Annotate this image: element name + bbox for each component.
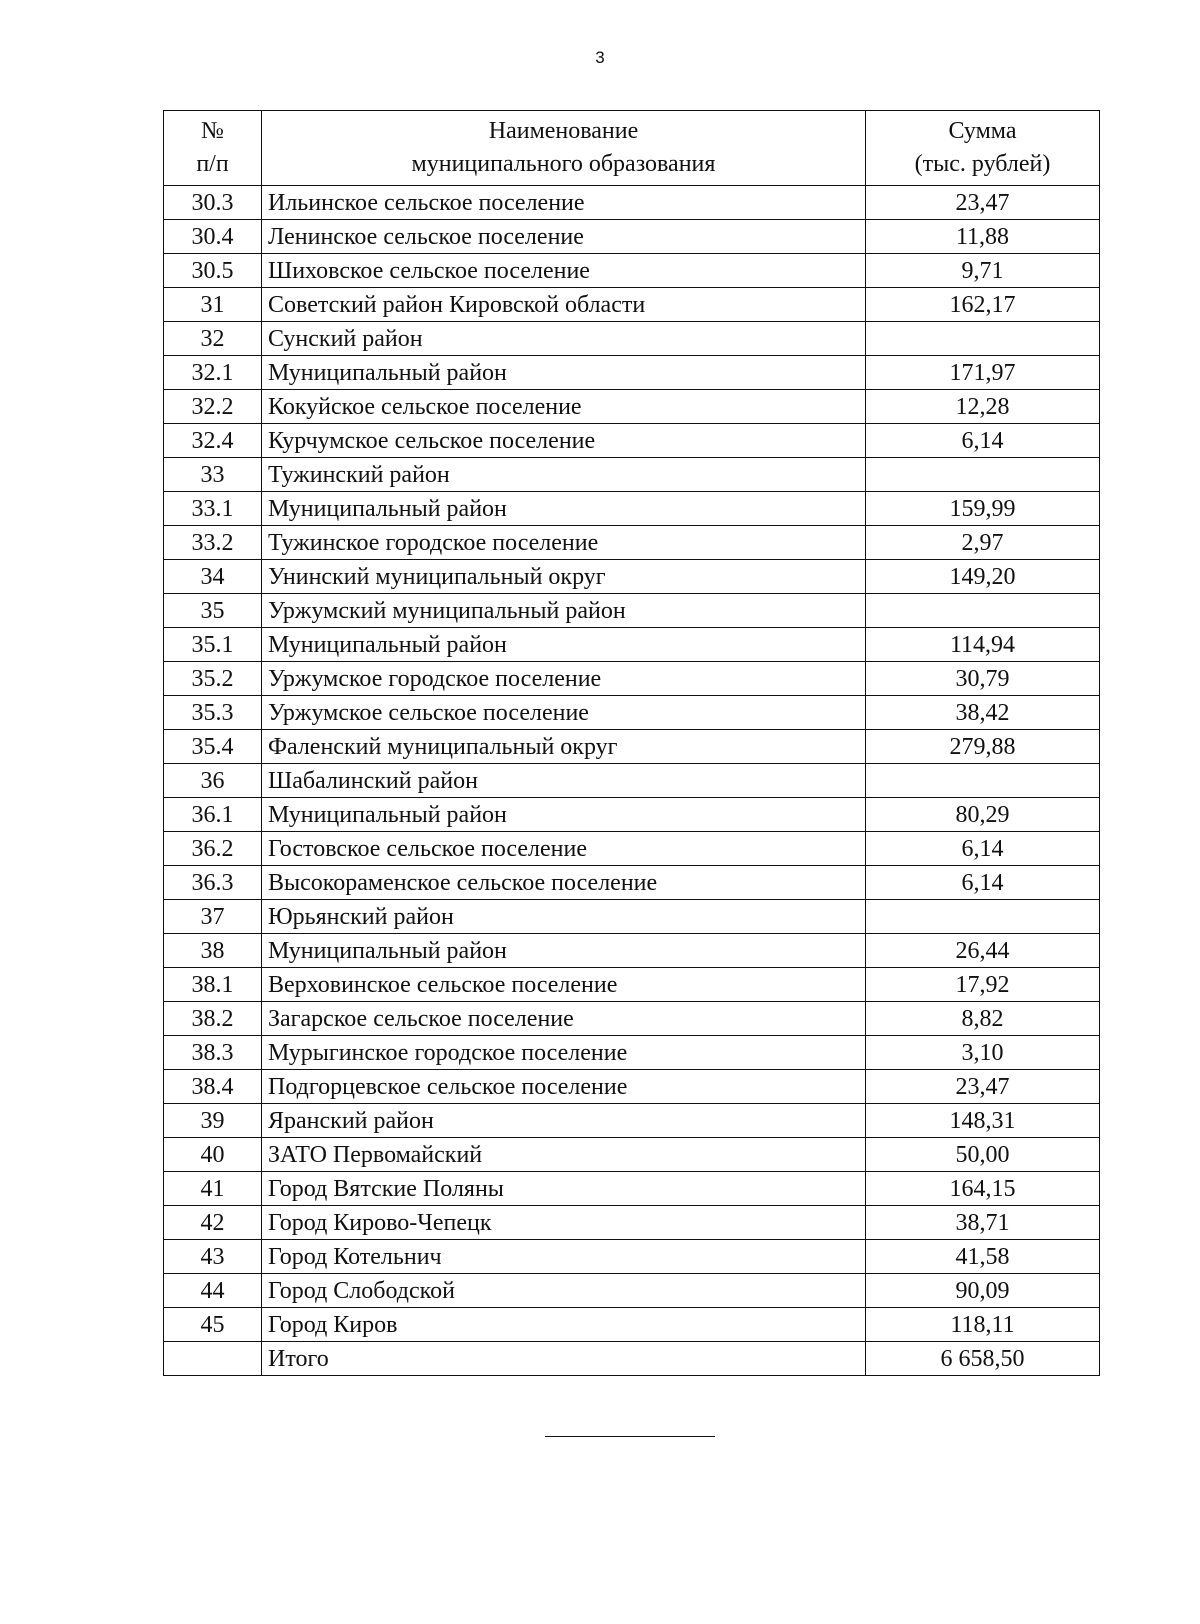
row-sum: 3,10 (866, 1036, 1100, 1070)
row-sum: 90,09 (866, 1274, 1100, 1308)
municipality-name: Верховинское сельское поселение (262, 968, 866, 1002)
row-number: 35.2 (164, 662, 262, 696)
row-number: 36.1 (164, 798, 262, 832)
table-row (164, 1002, 1100, 1036)
municipality-name: Муниципальный район (262, 798, 866, 832)
table-row (164, 288, 1100, 322)
header-sum-line2: (тыс. рублей) (914, 151, 1051, 177)
municipality-name: Муниципальный район (262, 492, 866, 526)
municipality-name: Унинский муниципальный округ (262, 560, 866, 594)
row-number: 38 (164, 934, 262, 968)
municipality-name: Ильинское сельское поселение (262, 186, 866, 220)
row-number: 34 (164, 560, 262, 594)
row-number: 38.2 (164, 1002, 262, 1036)
table-row (164, 1308, 1100, 1342)
row-number: 35.4 (164, 730, 262, 764)
row-sum: 164,15 (866, 1172, 1100, 1206)
municipality-name: Загарское сельское поселение (262, 1002, 866, 1036)
row-sum: 80,29 (866, 798, 1100, 832)
municipality-name: Ленинское сельское поселение (262, 220, 866, 254)
header-name (262, 111, 866, 186)
header-name-line1: Наименование (488, 118, 639, 144)
page-number: 3 (595, 48, 605, 67)
municipality-name: Город Вятские Поляны (262, 1172, 866, 1206)
table-row (164, 730, 1100, 764)
municipality-name: Юрьянский район (262, 900, 866, 934)
row-sum: 162,17 (866, 288, 1100, 322)
row-number: 33.1 (164, 492, 262, 526)
row-sum: 30,79 (866, 662, 1100, 696)
table-row (164, 1172, 1100, 1206)
table-row (164, 1342, 1100, 1376)
table-row (164, 526, 1100, 560)
row-number: 42 (164, 1206, 262, 1240)
table-row (164, 968, 1100, 1002)
row-number: 30.5 (164, 254, 262, 288)
municipality-name: ЗАТО Первомайский (262, 1138, 866, 1172)
municipality-name: Курчумское сельское поселение (262, 424, 866, 458)
row-sum: 9,71 (866, 254, 1100, 288)
row-sum: 17,92 (866, 968, 1100, 1002)
municipality-name: Муниципальный район (262, 934, 866, 968)
municipality-name: Город Кирово-Чепецк (262, 1206, 866, 1240)
row-sum: 6,14 (866, 832, 1100, 866)
row-number: 38.4 (164, 1070, 262, 1104)
table-row (164, 696, 1100, 730)
table-row (164, 560, 1100, 594)
row-sum: 23,47 (866, 186, 1100, 220)
municipality-name: Сунский район (262, 322, 866, 356)
municipality-name: Гостовское сельское поселение (262, 832, 866, 866)
table-row (164, 866, 1100, 900)
municipality-name: Кокуйское сельское поселение (262, 390, 866, 424)
municipality-name: Тужинское городское поселение (262, 526, 866, 560)
row-sum: 6,14 (866, 424, 1100, 458)
row-number: 36.3 (164, 866, 262, 900)
table-row (164, 356, 1100, 390)
municipality-name: Муниципальный район (262, 628, 866, 662)
row-sum: 148,31 (866, 1104, 1100, 1138)
table-row (164, 1240, 1100, 1274)
row-number: 40 (164, 1138, 262, 1172)
table-row (164, 254, 1100, 288)
table-row (164, 900, 1100, 934)
row-number: 30.4 (164, 220, 262, 254)
row-number: 32.2 (164, 390, 262, 424)
table-row (164, 220, 1100, 254)
municipality-name: Уржумский муниципальный район (262, 594, 866, 628)
row-sum (866, 764, 1100, 798)
table-row (164, 1274, 1100, 1308)
table-body (164, 186, 1100, 1376)
municipality-name: Уржумское городское поселение (262, 662, 866, 696)
row-number: 30.3 (164, 186, 262, 220)
header-num (164, 111, 262, 186)
row-sum: 26,44 (866, 934, 1100, 968)
row-sum: 114,94 (866, 628, 1100, 662)
row-number: 33 (164, 458, 262, 492)
header-row (164, 111, 1100, 186)
header-sum-line1: Сумма (948, 118, 1017, 144)
table-row (164, 594, 1100, 628)
table-row (164, 798, 1100, 832)
table-row (164, 832, 1100, 866)
municipality-name: Советский район Кировской области (262, 288, 866, 322)
municipality-name: Фаленский муниципальный округ (262, 730, 866, 764)
municipality-name: Итого (262, 1342, 866, 1376)
row-number: 38.3 (164, 1036, 262, 1070)
row-number (164, 1342, 262, 1376)
row-number: 43 (164, 1240, 262, 1274)
municipality-name: Мурыгинское городское поселение (262, 1036, 866, 1070)
row-number: 31 (164, 288, 262, 322)
municipality-name: Подгорцевское сельское поселение (262, 1070, 866, 1104)
table-row (164, 1138, 1100, 1172)
row-sum: 50,00 (866, 1138, 1100, 1172)
municipality-name: Город Слободской (262, 1274, 866, 1308)
row-sum: 23,47 (866, 1070, 1100, 1104)
table-row (164, 1036, 1100, 1070)
row-number: 45 (164, 1308, 262, 1342)
allocation-table (163, 110, 1100, 1376)
table-header (164, 111, 1100, 186)
row-number: 44 (164, 1274, 262, 1308)
row-sum: 279,88 (866, 730, 1100, 764)
row-sum: 41,58 (866, 1240, 1100, 1274)
row-number: 39 (164, 1104, 262, 1138)
table-row (164, 1206, 1100, 1240)
row-number: 37 (164, 900, 262, 934)
row-sum (866, 458, 1100, 492)
closing-rule (545, 1436, 715, 1437)
row-number: 38.1 (164, 968, 262, 1002)
row-sum: 118,11 (866, 1308, 1100, 1342)
municipality-name: Высокораменское сельское поселение (262, 866, 866, 900)
municipality-name: Город Котельнич (262, 1240, 866, 1274)
row-sum: 8,82 (866, 1002, 1100, 1036)
row-sum (866, 322, 1100, 356)
header-num-line2: п/п (196, 151, 229, 177)
municipality-name: Яранский район (262, 1104, 866, 1138)
row-number: 33.2 (164, 526, 262, 560)
table-row (164, 424, 1100, 458)
row-number: 35 (164, 594, 262, 628)
table-row (164, 492, 1100, 526)
row-number: 32.1 (164, 356, 262, 390)
header-num-line1: № (201, 118, 224, 144)
row-number: 36 (164, 764, 262, 798)
row-sum: 6 658,50 (866, 1342, 1100, 1376)
row-number: 41 (164, 1172, 262, 1206)
row-sum (866, 900, 1100, 934)
table-row (164, 934, 1100, 968)
municipality-name: Шиховское сельское поселение (262, 254, 866, 288)
table-row (164, 322, 1100, 356)
table-row (164, 186, 1100, 220)
row-number: 35.3 (164, 696, 262, 730)
header-name-line2: муниципального образования (411, 151, 716, 177)
table-row (164, 1104, 1100, 1138)
row-sum: 12,28 (866, 390, 1100, 424)
row-sum (866, 594, 1100, 628)
row-sum: 2,97 (866, 526, 1100, 560)
row-sum: 159,99 (866, 492, 1100, 526)
municipality-name: Уржумское сельское поселение (262, 696, 866, 730)
table-row (164, 662, 1100, 696)
row-sum: 38,71 (866, 1206, 1100, 1240)
row-number: 35.1 (164, 628, 262, 662)
row-sum: 171,97 (866, 356, 1100, 390)
table-row (164, 628, 1100, 662)
municipality-name: Город Киров (262, 1308, 866, 1342)
row-number: 36.2 (164, 832, 262, 866)
municipality-name: Тужинский район (262, 458, 866, 492)
header-sum (866, 111, 1100, 186)
row-sum: 6,14 (866, 866, 1100, 900)
municipality-name: Шабалинский район (262, 764, 866, 798)
municipality-name: Муниципальный район (262, 356, 866, 390)
row-sum: 11,88 (866, 220, 1100, 254)
table-row (164, 1070, 1100, 1104)
table-row (164, 764, 1100, 798)
row-number: 32 (164, 322, 262, 356)
row-sum: 38,42 (866, 696, 1100, 730)
row-sum: 149,20 (866, 560, 1100, 594)
row-number: 32.4 (164, 424, 262, 458)
table-row (164, 390, 1100, 424)
table-row (164, 458, 1100, 492)
